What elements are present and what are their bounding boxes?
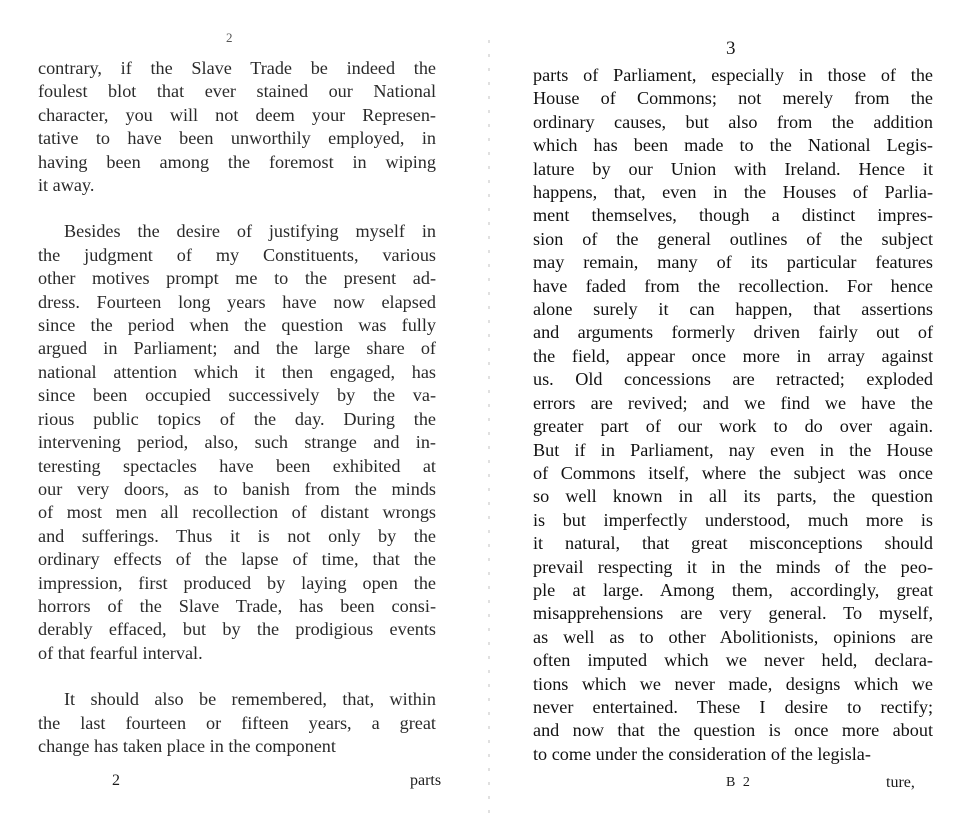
text-line: is but imperfectly understood, much more is (533, 509, 933, 530)
right-page-number: 3 (726, 38, 736, 59)
text-line: so well known in all its parts, the question (533, 486, 933, 507)
paragraph (38, 688, 436, 758)
right-signature-mark: B 2 (726, 775, 752, 790)
text-line: intervening period, also, such strange and in- (38, 432, 436, 453)
left-signature-mark: 2 (112, 772, 120, 789)
paragraph (533, 64, 933, 766)
text-line: change has taken place in the component (38, 735, 336, 756)
text-line: parts of Parliament, especially in those of the (533, 65, 933, 85)
text-line: of Commons itself, where the subject was once (533, 462, 933, 483)
text-line: national attention which it then engaged, has (38, 361, 436, 382)
text-line: may remain, many of its particular features (533, 252, 933, 273)
text-line: argued in Parliament; and the large share of (38, 338, 436, 359)
text-line: of that fearful interval. (38, 642, 203, 663)
text-line: it natural, that great misconceptions should (533, 533, 933, 554)
text-line: tative to have been unworthily employed, in (38, 128, 436, 149)
paragraph (38, 220, 436, 665)
text-line: lature by our Union with Ireland. Hence it (533, 158, 933, 179)
text-line: as well as to other Abolitionists, opinions are (533, 626, 933, 647)
text-line: foulest blot that ever stained our National (38, 81, 436, 102)
text-line: never entertained. These I desire to rectify; (533, 696, 933, 717)
text-line: sion of the general outlines of the subject (533, 228, 933, 249)
text-line: errors are revived; and we find we have the (533, 392, 933, 413)
text-line: tions which we never made, designs which we (533, 673, 933, 694)
text-line: greater part of our work to do over again. (533, 416, 933, 437)
text-line: ment themselves, though a distinct impres- (533, 205, 933, 226)
left-page-number: 2 (226, 30, 233, 45)
text-line: the judgment of my Constituents, various (38, 244, 436, 265)
text-line: the field, appear once more in array against (533, 345, 933, 366)
text-line: us. Old concessions are retracted; exploded (533, 369, 933, 390)
text-line: the last fourteen or fifteen years, a great (38, 712, 436, 733)
text-line: to come under the consideration of the legisla- (533, 743, 871, 764)
paragraph (38, 57, 436, 197)
text-line: happens, that, even in the Houses of Parlia- (533, 182, 933, 203)
text-line: since the period when the question was fully (38, 315, 436, 336)
text-line: ordinary effects of the lapse of time, that the (38, 549, 436, 570)
right-page (490, 0, 980, 832)
text-line: it away. (38, 175, 95, 196)
right-catchword: ture, (886, 774, 915, 791)
text-line: since been occupied successively by the va- (38, 385, 436, 406)
left-page-body (38, 57, 436, 758)
text-line: and arguments formerly driven fairly out of (533, 322, 933, 343)
text-line: character, you will not deem your Represen- (38, 104, 436, 125)
text-line: dress. Fourteen long years have now elapsed (38, 291, 436, 312)
text-line: But if in Parliament, nay even in the House (533, 439, 933, 460)
text-line: House of Commons; not merely from the (533, 88, 933, 109)
text-line: and sufferings. Thus it is not only by the (38, 525, 436, 546)
text-line: alone surely it can happen, that assertions (533, 299, 933, 320)
text-line: impression, first produced by laying open the (38, 572, 436, 593)
left-catchword: parts (410, 772, 442, 789)
text-line: which has been made to the National Legis- (533, 135, 933, 156)
text-line: contrary, if the Slave Trade be indeed the (38, 58, 436, 78)
text-line: often imputed which we never held, declara- (533, 650, 933, 671)
text-line: and now that the question is once more about (533, 720, 933, 741)
text-line: prevail respecting it in the minds of the peo- (533, 556, 933, 577)
text-line: ordinary causes, but also from the addition (533, 111, 933, 132)
text-line: ple at large. Among them, accordingly, great (533, 579, 933, 600)
text-line: rious public topics of the day. During the (38, 408, 436, 429)
text-line: our very doors, as to banish from the minds (38, 478, 436, 499)
text-line: horrors of the Slave Trade, has been consi- (38, 595, 436, 616)
text-line: of most men all recollection of distant wrongs (38, 502, 436, 523)
text-line: Besides the desire of justifying myself in (64, 221, 436, 242)
text-line: have faded from the recollection. For hence (533, 275, 933, 296)
text-line: teresting spectacles have been exhibited at (38, 455, 436, 476)
text-line: misapprehensions are very general. To myself, (533, 603, 933, 624)
text-line: derably effaced, but by the prodigious events (38, 619, 436, 640)
text-line: It should also be remembered, that, within (64, 689, 436, 710)
text-line: having been among the foremost in wiping (38, 151, 436, 172)
right-page-body (533, 64, 933, 766)
text-line: other motives prompt me to the present ad- (38, 268, 436, 289)
